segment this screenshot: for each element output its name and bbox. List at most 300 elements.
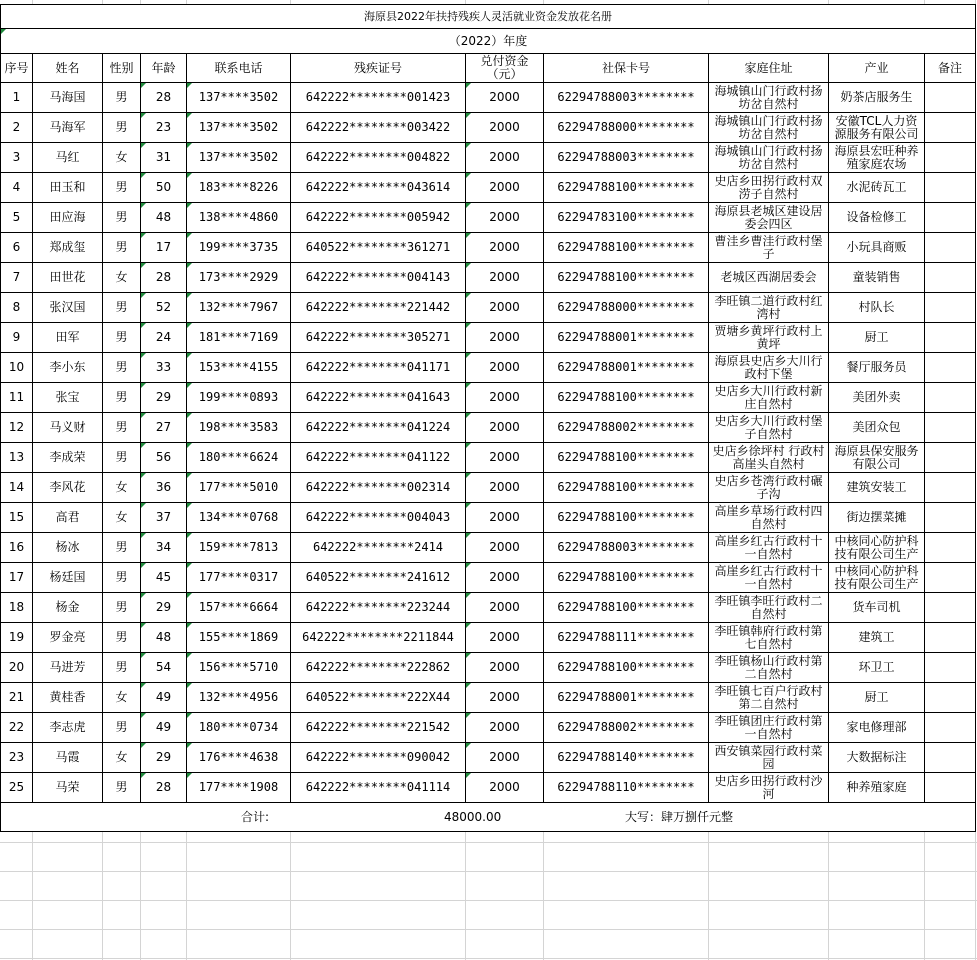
cell-gender[interactable]: 男: [103, 563, 141, 593]
cell-phone[interactable]: 157****6664: [187, 593, 291, 623]
table-row: [1, 383, 976, 413]
cell-card[interactable]: 62294788002********: [544, 413, 709, 443]
cell-no[interactable]: 20: [1, 653, 33, 683]
cell-phone[interactable]: 177****5010: [187, 473, 291, 503]
cell-amount[interactable]: 2000: [466, 233, 544, 263]
cell-industry[interactable]: 建筑工: [829, 623, 925, 653]
cell-name[interactable]: 杨金: [33, 593, 103, 623]
cell-phone[interactable]: 177****0317: [187, 563, 291, 593]
cell-industry[interactable]: 家电修理部: [829, 713, 925, 743]
cell-industry[interactable]: 厨工: [829, 683, 925, 713]
cell-no[interactable]: 15: [1, 503, 33, 533]
cell-remark[interactable]: [925, 683, 976, 713]
cell-amount[interactable]: 2000: [466, 593, 544, 623]
table-row: [1, 473, 976, 503]
header-remark[interactable]: 备注: [925, 54, 976, 83]
cell-address[interactable]: 高崖乡草场行政村四自然村: [709, 503, 829, 533]
cell-card[interactable]: 62294788100********: [544, 563, 709, 593]
cell-address[interactable]: 海城镇山门行政村扬坊岔自然村: [709, 143, 829, 173]
cell-disability-id[interactable]: 642222********041114: [291, 773, 466, 803]
cell-no[interactable]: 9: [1, 323, 33, 353]
cell-no[interactable]: 18: [1, 593, 33, 623]
cell-phone[interactable]: 183****8226: [187, 173, 291, 203]
cell-disability-id[interactable]: 642222********041224: [291, 413, 466, 443]
cell-industry[interactable]: 建筑安装工: [829, 473, 925, 503]
cell-age[interactable]: 54: [141, 653, 187, 683]
cell-remark[interactable]: [925, 263, 976, 293]
cell-address[interactable]: 海城镇山门行政村扬坊岔自然村: [709, 113, 829, 143]
cell-address[interactable]: 李旺镇二道行政村红湾村: [709, 293, 829, 323]
sheet-title[interactable]: 海原县2022年扶持残疾人灵活就业资金发放花名册: [1, 5, 976, 29]
cell-remark[interactable]: [925, 653, 976, 683]
cell-gender[interactable]: 女: [103, 473, 141, 503]
cell-gender[interactable]: 男: [103, 323, 141, 353]
cell-industry[interactable]: 童装销售: [829, 263, 925, 293]
cell-amount[interactable]: 2000: [466, 713, 544, 743]
cell-remark[interactable]: [925, 533, 976, 563]
table-row: [1, 113, 976, 143]
cell-industry[interactable]: 大数据标注: [829, 743, 925, 773]
cell-disability-id[interactable]: 642222********003422: [291, 113, 466, 143]
cell-industry[interactable]: 货车司机: [829, 593, 925, 623]
cell-disability-id[interactable]: 642222********043614: [291, 173, 466, 203]
cell-amount[interactable]: 2000: [466, 623, 544, 653]
grid-line: [0, 958, 977, 959]
cell-disability-id[interactable]: 642222********004043: [291, 503, 466, 533]
cell-card[interactable]: 62294788000********: [544, 293, 709, 323]
cell-address[interactable]: 高崖乡红古行政村十一自然村: [709, 533, 829, 563]
cell-industry[interactable]: 中核同心防护科技有限公司生产: [829, 533, 925, 563]
cell-industry[interactable]: 小玩具商贩: [829, 233, 925, 263]
cell-name[interactable]: 马海国: [33, 83, 103, 113]
cell-card[interactable]: 62294788100********: [544, 263, 709, 293]
cell-phone[interactable]: 132****4956: [187, 683, 291, 713]
cell-name[interactable]: 田军: [33, 323, 103, 353]
cell-gender[interactable]: 女: [103, 143, 141, 173]
grid-line: [0, 929, 977, 930]
cell-name[interactable]: 李小东: [33, 353, 103, 383]
grid-line: [0, 842, 977, 843]
cell-amount[interactable]: 2000: [466, 293, 544, 323]
cell-card[interactable]: 62294788100********: [544, 173, 709, 203]
cell-card[interactable]: 62294788100********: [544, 593, 709, 623]
cell-industry[interactable]: 种养殖家庭: [829, 773, 925, 803]
cell-phone[interactable]: 180****6624: [187, 443, 291, 473]
cell-name[interactable]: 田世花: [33, 263, 103, 293]
cell-card[interactable]: 62294788001********: [544, 323, 709, 353]
cell-disability-id[interactable]: 642222********041643: [291, 383, 466, 413]
header-address[interactable]: 家庭住址: [709, 54, 829, 83]
cell-card[interactable]: 62294788001********: [544, 353, 709, 383]
cell-phone[interactable]: 156****5710: [187, 653, 291, 683]
cell-gender[interactable]: 男: [103, 83, 141, 113]
table-row: [1, 143, 976, 173]
cell-address[interactable]: 海原县史店乡大川行政村下堡: [709, 353, 829, 383]
cell-no[interactable]: 11: [1, 383, 33, 413]
cell-name[interactable]: 杨廷国: [33, 563, 103, 593]
cell-disability-id[interactable]: 642222********041122: [291, 443, 466, 473]
cell-remark[interactable]: [925, 563, 976, 593]
cell-amount[interactable]: 2000: [466, 173, 544, 203]
cell-address[interactable]: 李旺镇韩府行政村第七自然村: [709, 623, 829, 653]
table-row: [1, 293, 976, 323]
cell-no[interactable]: 19: [1, 623, 33, 653]
cell-age[interactable]: 56: [141, 443, 187, 473]
cell-no[interactable]: 8: [1, 293, 33, 323]
table-row: [1, 563, 976, 593]
cell-disability-id[interactable]: 642222********221442: [291, 293, 466, 323]
cell-industry[interactable]: 安徽TCL人力资源服务有限公司: [829, 113, 925, 143]
cell-no[interactable]: 17: [1, 563, 33, 593]
cell-industry[interactable]: 水泥砖瓦工: [829, 173, 925, 203]
cell-amount[interactable]: 2000: [466, 683, 544, 713]
cell-phone[interactable]: 132****7967: [187, 293, 291, 323]
cell-amount[interactable]: 2000: [466, 503, 544, 533]
header-disability-id[interactable]: 残疾证号: [291, 54, 466, 83]
cell-gender[interactable]: 男: [103, 353, 141, 383]
cell-disability-id[interactable]: 642222********041171: [291, 353, 466, 383]
cell-industry[interactable]: 海原县保安服务有限公司: [829, 443, 925, 473]
cell-industry[interactable]: 厨工: [829, 323, 925, 353]
cell-age[interactable]: 28: [141, 83, 187, 113]
cell-disability-id[interactable]: 642222********004143: [291, 263, 466, 293]
cell-gender[interactable]: 男: [103, 623, 141, 653]
cell-amount[interactable]: 2000: [466, 533, 544, 563]
cell-age[interactable]: 49: [141, 683, 187, 713]
cell-card[interactable]: 62294788110********: [544, 773, 709, 803]
cell-industry[interactable]: 海原县宏旺种养殖家庭农场: [829, 143, 925, 173]
cell-phone[interactable]: 199****3735: [187, 233, 291, 263]
cell-no[interactable]: 14: [1, 473, 33, 503]
cell-remark[interactable]: [925, 113, 976, 143]
cell-card[interactable]: 62294788100********: [544, 473, 709, 503]
cell-amount[interactable]: 2000: [466, 743, 544, 773]
cell-disability-id[interactable]: 642222********090042: [291, 743, 466, 773]
cell-industry[interactable]: 美团众包: [829, 413, 925, 443]
table-row: [1, 203, 976, 233]
cell-name[interactable]: 田玉和: [33, 173, 103, 203]
cell-name[interactable]: 高君: [33, 503, 103, 533]
cell-age[interactable]: 48: [141, 623, 187, 653]
cell-amount[interactable]: 2000: [466, 263, 544, 293]
table-row: [1, 413, 976, 443]
cell-address[interactable]: 李旺镇杨山行政村第二自然村: [709, 653, 829, 683]
cell-age[interactable]: 23: [141, 113, 187, 143]
cell-age[interactable]: 29: [141, 593, 187, 623]
cell-address[interactable]: 高崖乡红古行政村十一自然村: [709, 563, 829, 593]
cell-no[interactable]: 10: [1, 353, 33, 383]
cell-no[interactable]: 6: [1, 233, 33, 263]
cell-phone[interactable]: 177****1908: [187, 773, 291, 803]
table-row: [1, 773, 976, 803]
cell-phone[interactable]: 198****3583: [187, 413, 291, 443]
cell-address[interactable]: 曹洼乡曹洼行政村堡子: [709, 233, 829, 263]
cell-age[interactable]: 34: [141, 533, 187, 563]
cell-disability-id[interactable]: 642222********2211844: [291, 623, 466, 653]
cell-disability-id[interactable]: 640522********361271: [291, 233, 466, 263]
table-row: [1, 593, 976, 623]
cell-amount[interactable]: 2000: [466, 383, 544, 413]
table-row: [1, 83, 976, 113]
cell-phone[interactable]: 199****0893: [187, 383, 291, 413]
cell-gender[interactable]: 男: [103, 533, 141, 563]
cell-remark[interactable]: [925, 593, 976, 623]
cell-remark[interactable]: [925, 743, 976, 773]
cell-age[interactable]: 28: [141, 263, 187, 293]
cell-gender[interactable]: 女: [103, 263, 141, 293]
cell-address[interactable]: 西安镇菜园行政村菜园: [709, 743, 829, 773]
cell-card[interactable]: 62294788003********: [544, 83, 709, 113]
cell-phone[interactable]: 137****3502: [187, 83, 291, 113]
cell-no[interactable]: 7: [1, 263, 33, 293]
cell-card[interactable]: 62294783100********: [544, 203, 709, 233]
cell-name[interactable]: 马海军: [33, 113, 103, 143]
cell-phone[interactable]: 134****0768: [187, 503, 291, 533]
cell-remark[interactable]: [925, 413, 976, 443]
cell-remark[interactable]: [925, 473, 976, 503]
cell-industry[interactable]: 设备检修工: [829, 203, 925, 233]
cell-disability-id[interactable]: 642222********222862: [291, 653, 466, 683]
cell-card[interactable]: 62294788100********: [544, 653, 709, 683]
cell-name[interactable]: 李志虎: [33, 713, 103, 743]
cell-remark[interactable]: [925, 143, 976, 173]
cell-disability-id[interactable]: 642222********004822: [291, 143, 466, 173]
cell-address[interactable]: 海城镇山门行政村扬坊岔自然村: [709, 83, 829, 113]
cell-phone[interactable]: 137****3502: [187, 143, 291, 173]
cell-phone[interactable]: 176****4638: [187, 743, 291, 773]
cell-amount[interactable]: 2000: [466, 473, 544, 503]
cell-industry[interactable]: 餐厅服务员: [829, 353, 925, 383]
cell-gender[interactable]: 男: [103, 173, 141, 203]
cell-address[interactable]: 贾塘乡黄坪行政村上黄坪: [709, 323, 829, 353]
header-age[interactable]: 年龄: [141, 54, 187, 83]
cell-remark[interactable]: [925, 503, 976, 533]
cell-address[interactable]: 李旺镇团庄行政村第一自然村: [709, 713, 829, 743]
cell-age[interactable]: 29: [141, 383, 187, 413]
cell-age[interactable]: 17: [141, 233, 187, 263]
cell-phone[interactable]: 137****3502: [187, 113, 291, 143]
cell-amount[interactable]: 2000: [466, 653, 544, 683]
cell-card[interactable]: 62294788111********: [544, 623, 709, 653]
cell-no[interactable]: 16: [1, 533, 33, 563]
cell-age[interactable]: 24: [141, 323, 187, 353]
cell-gender[interactable]: 女: [103, 503, 141, 533]
grid-line: [0, 900, 977, 901]
cell-age[interactable]: 48: [141, 203, 187, 233]
cell-remark[interactable]: [925, 383, 976, 413]
cell-disability-id[interactable]: 642222********002314: [291, 473, 466, 503]
cell-amount[interactable]: 2000: [466, 353, 544, 383]
cell-remark[interactable]: [925, 353, 976, 383]
cell-address[interactable]: 海原县老城区建设居委会四区: [709, 203, 829, 233]
cell-age[interactable]: 33: [141, 353, 187, 383]
cell-industry[interactable]: 环卫工: [829, 653, 925, 683]
cell-card[interactable]: 62294788003********: [544, 533, 709, 563]
cell-name[interactable]: 马红: [33, 143, 103, 173]
cell-name[interactable]: 马义财: [33, 413, 103, 443]
cell-industry[interactable]: 奶茶店服务生: [829, 83, 925, 113]
cell-gender[interactable]: 男: [103, 413, 141, 443]
cell-card[interactable]: 62294788100********: [544, 443, 709, 473]
cell-name[interactable]: 田应海: [33, 203, 103, 233]
cell-age[interactable]: 49: [141, 713, 187, 743]
cell-gender[interactable]: 男: [103, 773, 141, 803]
cell-remark[interactable]: [925, 83, 976, 113]
cell-remark[interactable]: [925, 233, 976, 263]
cell-gender[interactable]: 男: [103, 293, 141, 323]
cell-card[interactable]: 62294788000********: [544, 113, 709, 143]
cell-address[interactable]: 李旺镇七百户行政村第二自然村: [709, 683, 829, 713]
cell-gender[interactable]: 男: [103, 113, 141, 143]
cell-age[interactable]: 37: [141, 503, 187, 533]
table-row: [1, 443, 976, 473]
header-gender[interactable]: 性别: [103, 54, 141, 83]
cell-industry[interactable]: 村队长: [829, 293, 925, 323]
year-label[interactable]: （2022）年度: [1, 29, 976, 54]
cell-amount[interactable]: 2000: [466, 83, 544, 113]
cell-remark[interactable]: [925, 443, 976, 473]
cell-phone[interactable]: 173****2929: [187, 263, 291, 293]
cell-name[interactable]: 马进芳: [33, 653, 103, 683]
cell-remark[interactable]: [925, 773, 976, 803]
cell-phone[interactable]: 180****0734: [187, 713, 291, 743]
cell-card[interactable]: 62294788003********: [544, 143, 709, 173]
cell-address[interactable]: 史店乡田拐行政村沙河: [709, 773, 829, 803]
cell-no[interactable]: 23: [1, 743, 33, 773]
cell-disability-id[interactable]: 640522********222X44: [291, 683, 466, 713]
cell-gender[interactable]: 男: [103, 443, 141, 473]
cell-address[interactable]: 史店乡田拐行政村双涝子自然村: [709, 173, 829, 203]
cell-disability-id[interactable]: 642222********2414: [291, 533, 466, 563]
cell-remark[interactable]: [925, 293, 976, 323]
cell-amount[interactable]: 2000: [466, 323, 544, 353]
cell-name[interactable]: 罗金亮: [33, 623, 103, 653]
header-amount[interactable]: 兑付资金（元）: [466, 54, 544, 83]
cell-card[interactable]: 62294788100********: [544, 233, 709, 263]
cell-amount[interactable]: 2000: [466, 413, 544, 443]
cell-card[interactable]: 62294788140********: [544, 743, 709, 773]
cell-address[interactable]: 史店乡大川行政村堡子自然村: [709, 413, 829, 443]
table-row: [1, 503, 976, 533]
cell-phone[interactable]: 181****7169: [187, 323, 291, 353]
header-name[interactable]: 姓名: [33, 54, 103, 83]
cell-name[interactable]: 杨冰: [33, 533, 103, 563]
cell-disability-id[interactable]: 642222********005942: [291, 203, 466, 233]
cell-phone[interactable]: 155****1869: [187, 623, 291, 653]
cell-no[interactable]: 3: [1, 143, 33, 173]
cell-gender[interactable]: 女: [103, 743, 141, 773]
cell-age[interactable]: 28: [141, 773, 187, 803]
total-label[interactable]: 合计:: [241, 810, 270, 824]
cell-industry[interactable]: 街边摆菜摊: [829, 503, 925, 533]
cell-gender[interactable]: 男: [103, 383, 141, 413]
cell-gender[interactable]: 女: [103, 683, 141, 713]
cell-name[interactable]: 张汉国: [33, 293, 103, 323]
cell-address[interactable]: 史店乡徐坪村 行政村高崖头自然村: [709, 443, 829, 473]
total-amount[interactable]: 48000.00: [444, 810, 502, 824]
cell-card[interactable]: 62294788100********: [544, 383, 709, 413]
cell-card[interactable]: 62294788100********: [544, 503, 709, 533]
cell-address[interactable]: 史店乡大川行政村新庄自然村: [709, 383, 829, 413]
cell-no[interactable]: 4: [1, 173, 33, 203]
cell-remark[interactable]: [925, 173, 976, 203]
cell-age[interactable]: 45: [141, 563, 187, 593]
cell-name[interactable]: 马荣: [33, 773, 103, 803]
table-row: [1, 173, 976, 203]
cell-name[interactable]: 马霞: [33, 743, 103, 773]
cell-no[interactable]: 5: [1, 203, 33, 233]
cell-name[interactable]: 李风花: [33, 473, 103, 503]
cell-gender[interactable]: 男: [103, 593, 141, 623]
cell-no[interactable]: 12: [1, 413, 33, 443]
header-no[interactable]: 序号: [1, 54, 33, 83]
cell-age[interactable]: 29: [141, 743, 187, 773]
cell-no[interactable]: 1: [1, 83, 33, 113]
cell-gender[interactable]: 男: [103, 233, 141, 263]
table-row: [1, 233, 976, 263]
cell-amount[interactable]: 2000: [466, 773, 544, 803]
cell-amount[interactable]: 2000: [466, 113, 544, 143]
table-row: [1, 743, 976, 773]
cell-no[interactable]: 2: [1, 113, 33, 143]
cell-remark[interactable]: [925, 623, 976, 653]
cell-disability-id[interactable]: 642222********001423: [291, 83, 466, 113]
cell-card[interactable]: 62294788002********: [544, 713, 709, 743]
cell-no[interactable]: 13: [1, 443, 33, 473]
cell-address[interactable]: 史店乡苍湾行政村碾子沟: [709, 473, 829, 503]
cell-disability-id[interactable]: 640522********241612: [291, 563, 466, 593]
cell-industry[interactable]: 美团外卖: [829, 383, 925, 413]
cell-age[interactable]: 31: [141, 143, 187, 173]
cell-disability-id[interactable]: 642222********223244: [291, 593, 466, 623]
cell-disability-id[interactable]: 642222********305271: [291, 323, 466, 353]
cell-remark[interactable]: [925, 323, 976, 353]
cell-age[interactable]: 52: [141, 293, 187, 323]
cell-address[interactable]: 老城区西湖居委会: [709, 263, 829, 293]
cell-no[interactable]: 25: [1, 773, 33, 803]
cell-age[interactable]: 36: [141, 473, 187, 503]
cell-phone[interactable]: 138****4860: [187, 203, 291, 233]
cell-gender[interactable]: 男: [103, 653, 141, 683]
cell-disability-id[interactable]: 642222********221542: [291, 713, 466, 743]
cell-amount[interactable]: 2000: [466, 563, 544, 593]
cell-phone[interactable]: 153****4155: [187, 353, 291, 383]
header-phone[interactable]: 联系电话: [187, 54, 291, 83]
cell-name[interactable]: 黄桂香: [33, 683, 103, 713]
cell-name[interactable]: 张宝: [33, 383, 103, 413]
cell-name[interactable]: 李成荣: [33, 443, 103, 473]
cell-name[interactable]: 郑成玺: [33, 233, 103, 263]
cell-amount[interactable]: 2000: [466, 143, 544, 173]
cell-remark[interactable]: [925, 713, 976, 743]
cell-card[interactable]: 62294788001********: [544, 683, 709, 713]
cell-gender[interactable]: 男: [103, 713, 141, 743]
cell-amount[interactable]: 2000: [466, 203, 544, 233]
cell-gender[interactable]: 男: [103, 203, 141, 233]
cell-phone[interactable]: 159****7813: [187, 533, 291, 563]
cell-industry[interactable]: 中核同心防护科技有限公司生产: [829, 563, 925, 593]
header-industry[interactable]: 产业: [829, 54, 925, 83]
total-capital[interactable]: 大写：肆万捌仟元整: [625, 810, 734, 824]
cell-age[interactable]: 50: [141, 173, 187, 203]
cell-amount[interactable]: 2000: [466, 443, 544, 473]
cell-address[interactable]: 李旺镇李旺行政村二自然村: [709, 593, 829, 623]
cell-no[interactable]: 22: [1, 713, 33, 743]
cell-age[interactable]: 27: [141, 413, 187, 443]
header-card[interactable]: 社保卡号: [544, 54, 709, 83]
cell-no[interactable]: 21: [1, 683, 33, 713]
cell-remark[interactable]: [925, 203, 976, 233]
